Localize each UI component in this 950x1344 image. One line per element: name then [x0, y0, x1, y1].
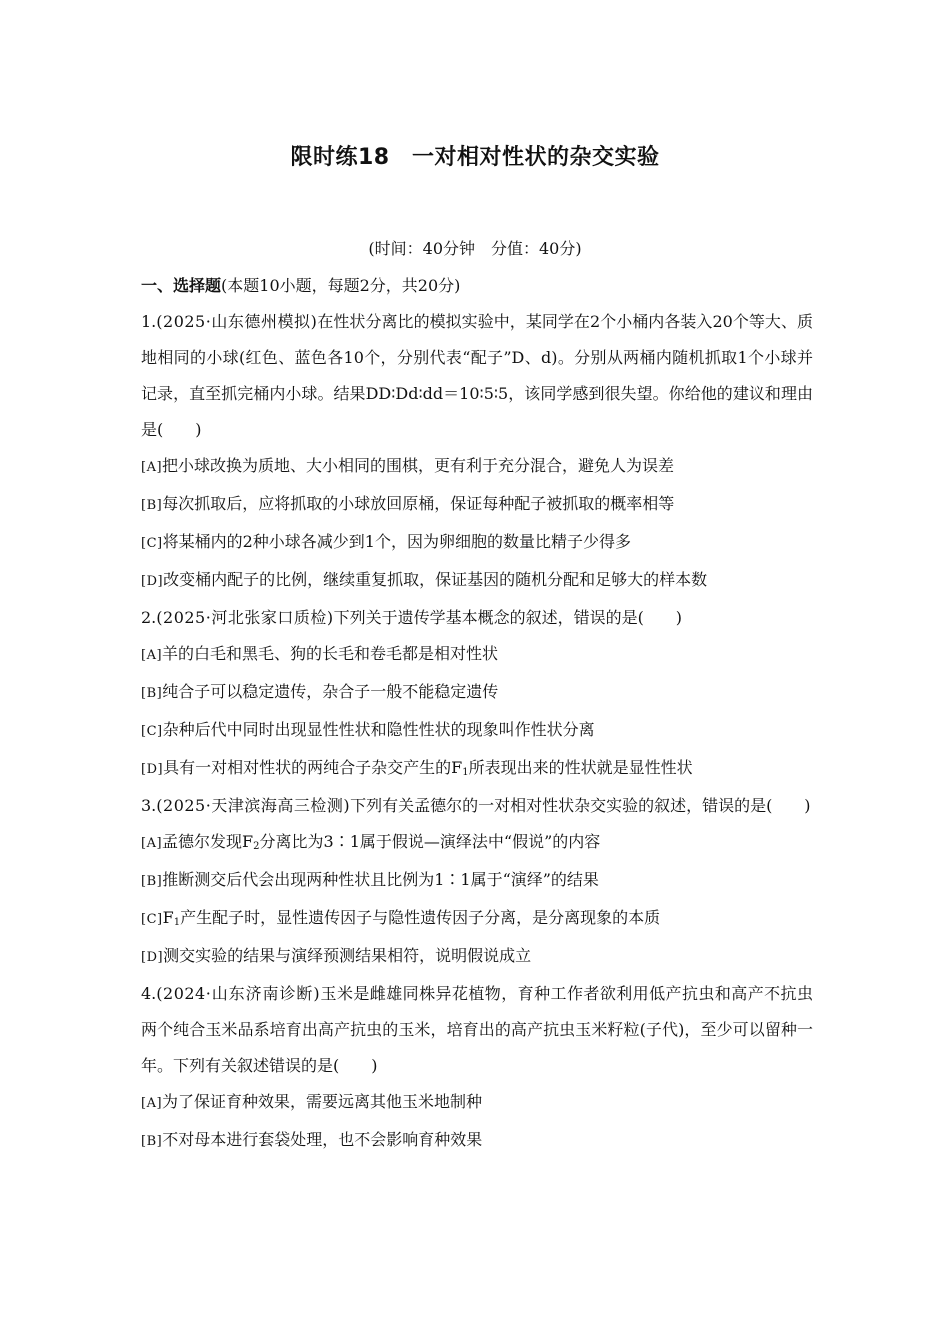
question-2 [141, 600, 813, 636]
question-source: (2025·河北张家口质检) [156, 608, 334, 627]
question-1 [141, 304, 813, 448]
option-text: 每次抓取后，应将抓取的小球放回原桶，保证每种配子被抓取的概率相等 [162, 494, 675, 513]
option-3d [141, 938, 813, 976]
option-letter: [A] [141, 836, 163, 851]
question-stem: 下列有关孟德尔的一对相对性状杂交实验的叙述，错误的是( ) [350, 796, 811, 815]
question-stem: 玉米是雌雄同株异花植物，育种工作者欲利用低产抗虫和高产不抗虫两个纯合玉米品系培育出高产抗虫的玉米，培育出的高产抗虫玉米籽粒(子代)，至少可以留种一年。下列有关叙述错误的是( ) [141, 984, 813, 1075]
option-2b [141, 674, 813, 712]
option-text-pre: 具有一对相对性状的两纯合子杂交产生的F [163, 758, 463, 777]
option-letter: [A] [141, 460, 163, 475]
option-text: 将某桶内的2种小球各减少到1个，因为卵细胞的数量比精子少得多 [162, 532, 631, 551]
option-3b [141, 862, 813, 900]
option-letter: [B] [141, 498, 163, 513]
option-text: 羊的白毛和黑毛、狗的长毛和卷毛都是相对性状 [162, 644, 499, 663]
question-source: (2024·山东济南诊断) [156, 984, 321, 1003]
option-text-post: 分离比为3∶1属于假说—演绎法中“假说”的内容 [259, 832, 601, 851]
option-text: 不对母本进行套袋处理，也不会影响育种效果 [162, 1130, 483, 1149]
subscript: 1 [173, 917, 181, 928]
question-stem: 下列关于遗传学基本概念的叙述，错误的是( ) [333, 608, 683, 627]
option-letter: [A] [141, 1096, 163, 1111]
question-number: 3. [141, 796, 157, 815]
option-4a [141, 1084, 813, 1122]
option-3c [141, 900, 813, 938]
section-note: (本题10小题，每题2分，共20分) [221, 276, 461, 295]
question-stem: 在性状分离比的模拟实验中，某同学在2个小桶内各装入20个等大、质地相同的小球(红色、蓝色各10个，分别代表“配子”D、d)。分别从两桶内随机抓取1个小球并记录，直至抓完桶内小球。结果DD∶Dd∶dd＝10∶5∶5，该同学感到很失望。你给他的建议和理由是( ) [141, 312, 813, 439]
question-3 [141, 788, 813, 824]
option-text: 纯合子可以稳定遗传，杂合子一般不能稳定遗传 [162, 682, 499, 701]
question-number: 1. [141, 312, 157, 331]
option-letter: [C] [141, 912, 163, 927]
option-text: 为了保证育种效果，需要远离其他玉米地制种 [162, 1092, 483, 1111]
option-letter: [D] [141, 574, 164, 589]
option-text: 改变桶内配子的比例，继续重复抓取，保证基因的随机分配和足够大的样本数 [163, 570, 708, 589]
question-number: 4. [141, 984, 157, 1003]
option-text-pre: F [162, 908, 174, 927]
option-letter: [D] [141, 762, 164, 777]
subscript: 1 [462, 767, 469, 778]
option-2d [141, 750, 813, 788]
option-letter: [B] [141, 874, 163, 889]
option-text: 测交实验的结果与演绎预测结果相符，说明假说成立 [163, 946, 532, 965]
option-letter: [C] [141, 536, 163, 551]
option-letter: [B] [141, 686, 163, 701]
option-text: 把小球改换为质地、大小相同的围棋，更有利于充分混合，避免人为误差 [162, 456, 675, 475]
option-1a [141, 448, 813, 486]
time-score-info: (时间：40分钟 分值：40分) [368, 239, 582, 258]
question-number: 2. [141, 608, 157, 627]
option-1d [141, 562, 813, 600]
option-2c [141, 712, 813, 750]
option-3a [141, 824, 813, 862]
option-letter: [C] [141, 724, 163, 739]
question-source: (2025·山东德州模拟) [156, 312, 318, 331]
option-letter: [D] [141, 950, 164, 965]
option-text: 杂种后代中同时出现显性性状和隐性性状的现象叫作性状分离 [162, 720, 595, 739]
section-title: 一、选择题 [141, 276, 222, 295]
option-letter: [B] [141, 1134, 163, 1149]
option-text-pre: 孟德尔发现F [162, 832, 254, 851]
option-1c [141, 524, 813, 562]
option-text-post: 产生配子时，显性遗传因子与隐性遗传因子分离，是分离现象的本质 [180, 908, 661, 927]
option-text-post: 所表现出来的性状就是显性性状 [468, 758, 693, 777]
section-heading [141, 268, 813, 304]
page-title: 限时练18 一对相对性状的杂交实验 [290, 145, 660, 170]
option-2a [141, 636, 813, 674]
option-letter: [A] [141, 648, 163, 663]
question-source: (2025·天津滨海高三检测) [156, 796, 351, 815]
option-1b [141, 486, 813, 524]
question-4 [141, 976, 813, 1084]
question-content [141, 268, 813, 1160]
option-4b [141, 1122, 813, 1160]
subscript: 2 [253, 841, 260, 852]
option-text: 推断测交后代会出现两种性状且比例为1∶1属于“演绎”的结果 [162, 870, 599, 889]
